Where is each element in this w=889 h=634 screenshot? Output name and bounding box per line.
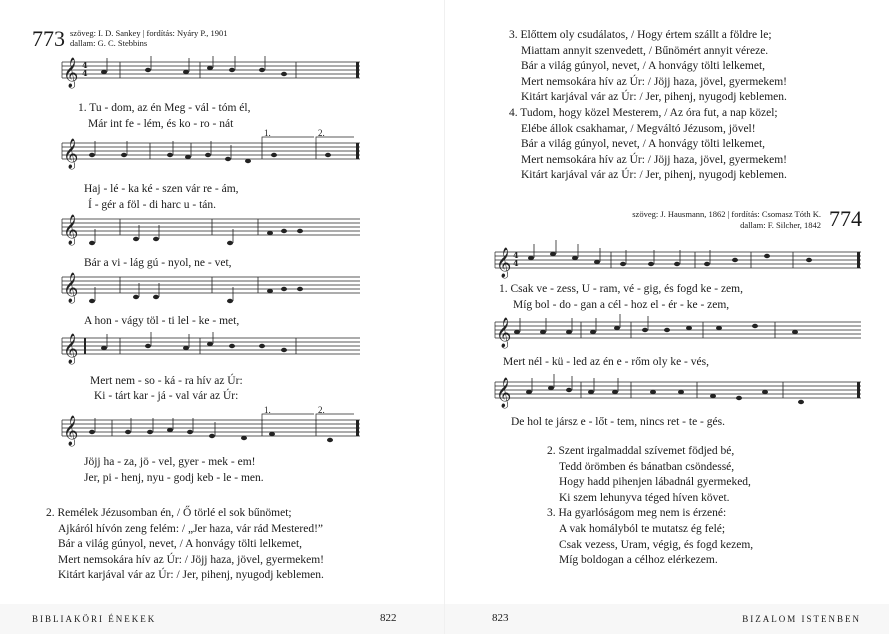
lyric-line: Mert nél - kü - led az én e - rőm oly ke - vés,: [503, 356, 709, 368]
music-staves-right: [445, 230, 889, 430]
lyric-line: Már int fe - lém, és ko - ro - nát: [88, 118, 234, 130]
hymn-credit-melody: dallam: G. C. Stebbins: [70, 38, 148, 48]
stanza-line: Kitárt karjával vár az Úr: / Jer, pihenj, nyugodj keblemen.: [58, 569, 324, 582]
stanzas-2-3: [547, 444, 753, 569]
svg-text:𝄞: 𝄞: [63, 273, 79, 303]
lyric-line: Jer, pi - henj, nyu - godj keb - le - men.: [84, 472, 264, 484]
lyric-line: 1. Tu - dom, az én Meg - vál - tóm él,: [78, 102, 251, 114]
stanza-line: Mert nemsokára hív az Úr: / Jöjj haza, jövel, gyermekem!: [58, 553, 325, 566]
svg-text:𝄞: 𝄞: [496, 378, 512, 408]
lyric-line: Míg bol - do - gan a cél - hoz el - ér - ke - zem,: [513, 299, 730, 311]
volta-1-label: 1.: [264, 128, 271, 138]
stanza-line: Tedd örömben és bánatban csöndessé,: [559, 460, 735, 473]
hymn-number: 773: [32, 26, 65, 51]
stanza-line: Miattam annyit szenvedett, / Bűnömért annyit véreze.: [521, 44, 769, 57]
volta-1-label: 1.: [264, 405, 271, 415]
svg-text:𝄞: 𝄞: [63, 215, 79, 245]
stanza-line: Ajkáról hívón zeng felém: / „Jer haza, vár rád Mestered!”: [58, 522, 324, 535]
stanza-line: Hogy hadd pihenjen lábadnál gyermeked,: [559, 476, 751, 489]
lyric-line: Mert nem - so - ká - ra hív az Úr:: [90, 375, 243, 387]
stanza-line: Bár a világ gúnyol, nevet, / A honvágy tölti lelkemet,: [521, 60, 766, 73]
svg-text:4: 4: [513, 250, 519, 260]
svg-text:4: 4: [82, 68, 88, 78]
svg-text:𝄞: 𝄞: [496, 318, 512, 348]
svg-text:𝄞: 𝄞: [496, 248, 512, 278]
stanza-line: Ki szem lehunyva téged híven követ.: [559, 491, 730, 504]
stanza-line: A vak homályból te mutatsz ég felé;: [559, 522, 726, 535]
svg-text:𝄞: 𝄞: [63, 334, 79, 364]
stanza-line: 2. Szent irgalmaddal szívemet födjed bé,: [547, 445, 735, 457]
hymn-number: 774: [829, 206, 862, 231]
stanza-line: Kitárt karjával vár az Úr: / Jer, pihenj, nyugodj keblemen.: [521, 169, 787, 182]
stanza-line: 2. Remélek Jézusomban én, / Ő törlé el sok bűnömet;: [46, 507, 292, 519]
volta-2-label: 2.: [318, 405, 325, 415]
hymn-credit-text: szöveg: J. Hausmann, 1862 | fordítás: Csomasz Tóth K.: [632, 209, 821, 219]
svg-text:𝄞: 𝄞: [63, 416, 79, 446]
footer-section-title: BIZALOM ISTENBEN: [742, 614, 861, 624]
svg-text:𝄞: 𝄞: [63, 139, 79, 169]
lyric-line: De hol te jársz e - lőt - tem, nincs ret - te - gés.: [511, 416, 725, 428]
left-page: [0, 0, 444, 634]
hymn-credit-melody: dallam: F. Silcher, 1842: [740, 220, 821, 230]
page-number: 823: [492, 612, 509, 624]
stanza-line: Kitárt karjával vár az Úr: / Jer, pihenj, nyugodj keblemen.: [521, 91, 787, 104]
stanza-line: 4. Tudom, hogy közel Mesterem, / Az óra fut, a nap közel;: [509, 106, 778, 119]
stanza-2: [46, 506, 324, 584]
stanza-line: Bár a világ gúnyol, nevet, / A honvágy tölti lelkemet,: [521, 138, 766, 151]
lyric-line: 1. Csak ve - zess, U - ram, vé - gig, és fogd ke - zem,: [499, 283, 743, 295]
lyric-line: Haj - lé - ka ké - szen vár re - ám,: [84, 183, 239, 195]
svg-text:4: 4: [513, 258, 519, 268]
stanza-line: 3. Előttem oly csudálatos, / Hogy értem szállt a földre le;: [509, 29, 772, 41]
stanza-line: Míg boldogan a célhoz elérkezem.: [559, 554, 718, 567]
stanza-line: 3. Ha gyarlóságom meg nem is érzené:: [547, 507, 727, 520]
lyric-line: A hon - vágy töl - ti lel - ke - met,: [84, 315, 240, 327]
stanza-line: Elébe állok csakhamar, / Megváltó Jézusom, jövel!: [521, 122, 756, 135]
hymn-credit-text: szöveg: I. D. Sankey | fordítás: Nyáry P., 1901: [70, 28, 228, 38]
lyric-line: Bár a vi - lág gú - nyol, ne - vet,: [84, 257, 232, 269]
right-page: [445, 0, 889, 634]
lyric-line: Jöjj ha - za, jö - vel, gyer - mek - em!: [84, 456, 256, 468]
stanza-line: Mert nemsokára hív az Úr: / Jöjj haza, jövel, gyermekem!: [521, 153, 788, 166]
stanza-line: Csak vezess, Uram, végig, és fogd kezem,: [559, 538, 754, 551]
footer-section-title: BIBLIAKÖRI ÉNEKEK: [32, 614, 157, 624]
stanza-line: Bár a világ gúnyol, nevet, / A honvágy tölti lelkemet,: [58, 538, 303, 551]
lyric-line: Í - gér a föl - di harc u - tán.: [88, 199, 217, 211]
svg-text:𝄞: 𝄞: [63, 58, 79, 88]
stanza-line: Mert nemsokára hív az Úr: / Jöjj haza, jövel, gyermekem!: [521, 75, 788, 88]
stanzas-3-4: [509, 28, 787, 184]
page-number: 822: [380, 612, 397, 624]
svg-text:4: 4: [82, 60, 88, 70]
music-staves-left: [0, 0, 444, 480]
volta-2-label: 2.: [318, 128, 325, 138]
lyric-line: Ki - tárt kar - já - val vár az Úr:: [94, 390, 239, 402]
